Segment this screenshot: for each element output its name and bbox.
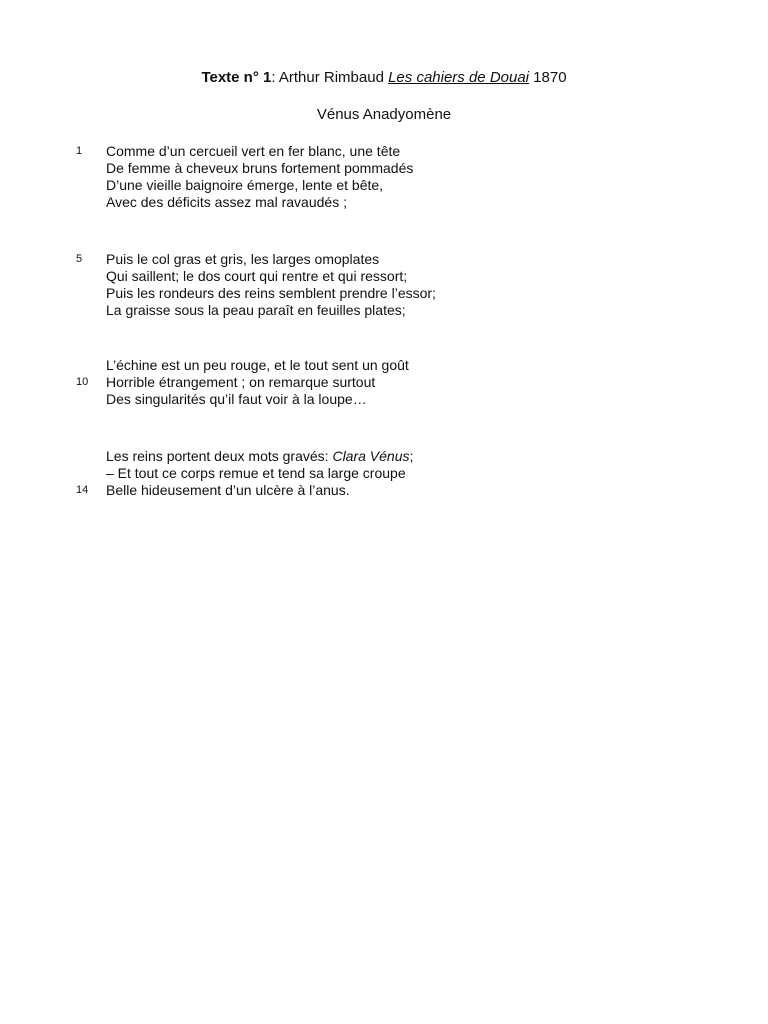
document-header (0, 68, 768, 88)
stanza-2 (0, 251, 768, 319)
poem-line (0, 177, 768, 194)
stanza-1 (0, 143, 768, 211)
poem-line (0, 285, 768, 302)
stanza-3 (0, 357, 768, 408)
line-number: 1 (76, 145, 83, 157)
poem-title: Vénus Anadyomène (316, 106, 452, 123)
line-number: 14 (76, 484, 89, 496)
poem-line (0, 251, 768, 268)
line-text-end: ; (409, 448, 414, 464)
poem-line (0, 357, 768, 374)
poem-line (0, 374, 768, 391)
stanza-4 (0, 448, 768, 499)
author-name: Arthur Rimbaud (278, 69, 389, 86)
line-text: Avec des déficits assez mal ravaudés ; (106, 194, 347, 210)
header-separator: : (271, 69, 279, 86)
poem-line (0, 391, 768, 408)
line-text: Puis le col gras et gris, les larges omoplates (106, 251, 380, 267)
line-text: Comme d’un cercueil vert en fer blanc, une tête (106, 143, 401, 159)
publication-year: 1870 (529, 69, 567, 86)
poem-line (0, 302, 768, 319)
line-text: Belle hideusement d’un ulcère à l’anus. (106, 482, 350, 498)
line-text: – Et tout ce corps remue et tend sa large croupe (106, 465, 406, 481)
poem-line (0, 482, 768, 499)
poem-line (0, 160, 768, 177)
line-number: 5 (76, 253, 83, 265)
poem-line (0, 194, 768, 211)
poem-line (0, 448, 768, 465)
line-text: Puis les rondeurs des reins semblent prendre l’essor; (106, 285, 436, 301)
line-text: Des singularités qu’il faut voir à la loupe… (106, 391, 367, 407)
line-number: 10 (76, 376, 89, 388)
line-text: L’échine est un peu rouge, et le tout sent un goût (106, 357, 409, 373)
poem-line (0, 143, 768, 160)
line-text: De femme à cheveux bruns fortement pommadés (106, 160, 414, 176)
work-title: Les cahiers de Douai (388, 69, 530, 86)
inscription-text: Clara Vénus (332, 448, 410, 464)
line-text-start: Les reins portent deux mots gravés: (106, 448, 333, 464)
poem-line (0, 465, 768, 482)
line-text (106, 448, 413, 465)
line-text: La graisse sous la peau paraît en feuilles plates; (106, 302, 406, 318)
poem-line (0, 268, 768, 285)
line-text: Horrible étrangement ; on remarque surtout (106, 374, 376, 390)
line-text: D’une vieille baignoire émerge, lente et bête, (106, 177, 384, 193)
text-number-label: Texte n° 1 (201, 69, 272, 86)
line-text: Qui saillent; le dos court qui rentre et qui ressort; (106, 268, 408, 284)
